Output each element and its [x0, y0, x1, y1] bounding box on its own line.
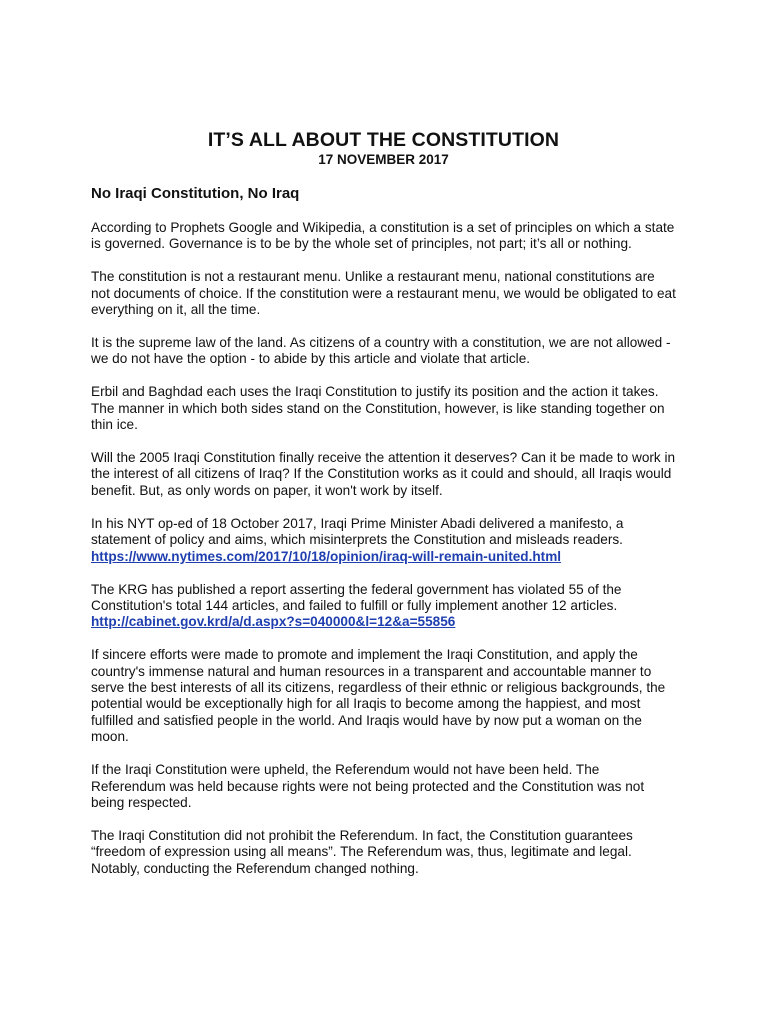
nytimes-link[interactable]: https://www.nytimes.com/2017/10/18/opinion/iraq-will-remain-united.html: [91, 548, 562, 564]
paragraph-7: [91, 582, 676, 631]
paragraph-8: If sincere efforts were made to promote and implement the Iraqi Constitution, and apply the country's immense natural and human resources in a transparent and accountable manner to serve the best interests of all its citizens, regardless of their ethnic or religious backgrounds, the potential would be exceptionally high for all Iraqis to become among the happiest, and most fulfilled and satisfied people in the world. And Iraqis would have by now put a woman on the moon.: [91, 647, 666, 745]
paragraph-9: If the Iraqi Constitution were upheld, the Referendum would not have been held. The Referendum was held because rights were not being protected and the Constitution was not being respected.: [91, 762, 645, 810]
paragraph-5: Will the 2005 Iraqi Constitution finally receive the attention it deserves? Can it be made to work in the interest of all citizens of Iraq? If the Constitution works as it could and should, all Iraqis would benefit. But, as only words on paper, it won't work by itself.: [91, 450, 676, 498]
document-date: 17 NOVEMBER 2017: [318, 152, 449, 167]
document-title: IT’S ALL ABOUT THE CONSTITUTION: [207, 129, 560, 151]
paragraph-7-text: The KRG has published a report asserting the federal government has violated 55 of the Constitution's total 144 articles, and failed to fulfill or fully implement another 12 articles.: [91, 581, 622, 613]
paragraph-10: The Iraqi Constitution did not prohibit the Referendum. In fact, the Constitution guarantees “freedom of expression using all means”. The Referendum was, thus, legitimate and legal. Notably, conducting the Referendum changed nothing.: [91, 827, 633, 876]
paragraph-4: Erbil and Baghdad each uses the Iraqi Constitution to justify its position and the action it takes. The manner in which both sides stand on the Constitution, however, is like standing together on thin ice.: [91, 384, 665, 433]
paragraph-2: The constitution is not a restaurant menu. Unlike a restaurant menu, national constitutions are not documents of choice. If the constitution were a restaurant menu, we would be obligated to eat everything on it, all the time.: [91, 269, 676, 318]
krg-cabinet-link[interactable]: http://cabinet.gov.krd/a/d.aspx?s=040000&l=12&a=55856: [91, 614, 456, 630]
paragraph-1: According to Prophets Google and Wikipedia, a constitution is a set of principles on which a state is governed. Governance is to be by the whole set of principles, not part; it’s all or nothing.: [91, 220, 675, 252]
paragraph-3: It is the supreme law of the land. As citizens of a country with a constitution, we are not allowed - we do not have the option - to abide by this article and violate that article.: [91, 335, 671, 367]
paragraph-6: [91, 516, 676, 565]
paragraph-6-text: In his NYT op-ed of 18 October 2017, Iraqi Prime Minister Abadi delivered a manifesto, a statement of policy and aims, which misinterprets the Constitution and misleads readers.: [91, 515, 624, 548]
section-subtitle: No Iraqi Constitution, No Iraq: [91, 185, 300, 202]
